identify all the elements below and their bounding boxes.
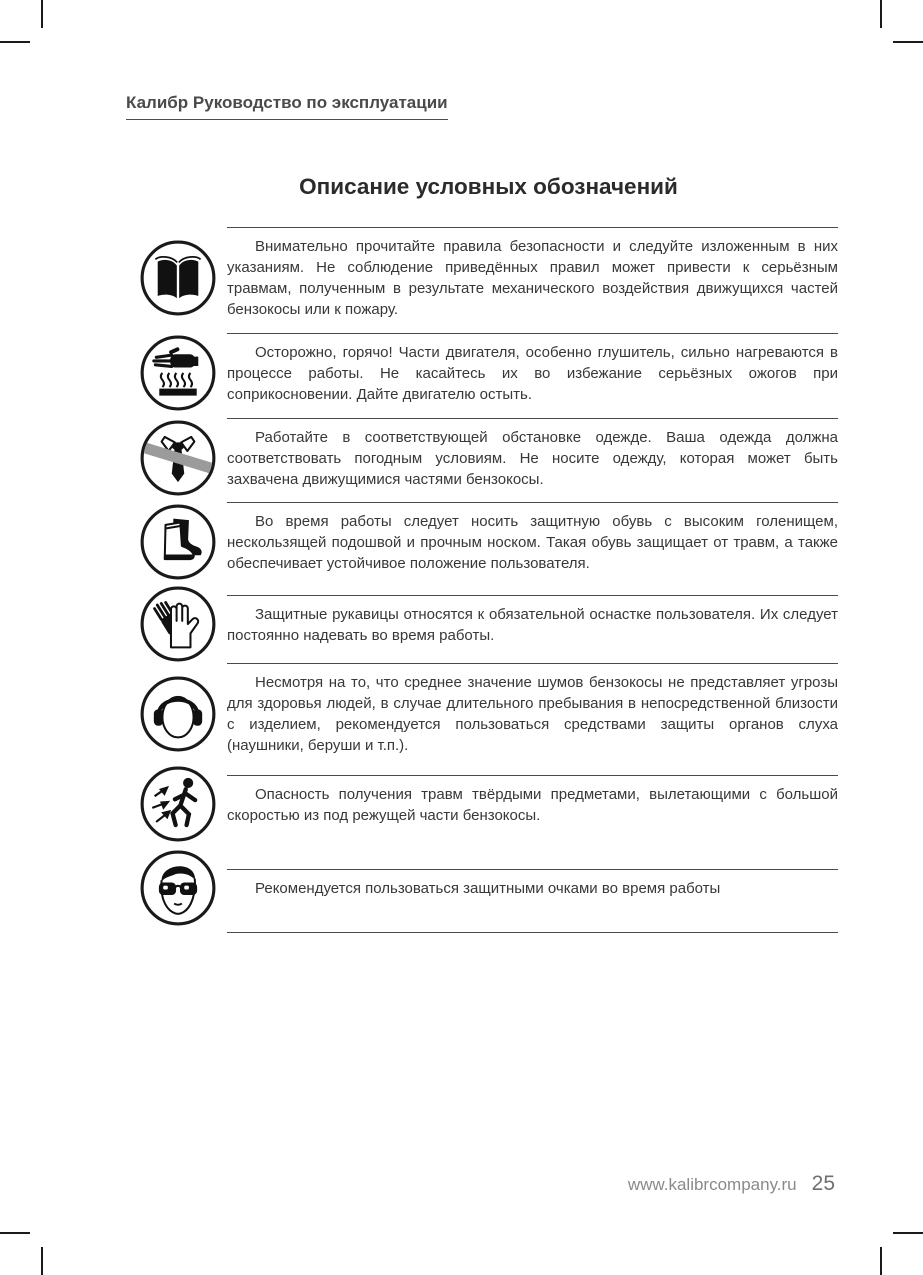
symbol-description: Внимательно прочитайте правила безопасности и следуйте изложенным в них указаниям. Не соблюдение приведённых правил может привести к серьёзным травмам, полученным в результате механического воздействия движущихся частей бензокосы или к пожару. bbox=[227, 227, 838, 328]
symbol-row bbox=[139, 663, 838, 764]
symbol-description: Осторожно, горячо! Части двигателя, особенно глушитель, сильно нагреваются в процессе работы. Не касайтесь их во избежание серьёзных ожогов при соприкосновении. Дайте двигателю остыть. bbox=[227, 333, 838, 413]
crop-mark bbox=[41, 0, 43, 28]
crop-mark bbox=[880, 1247, 882, 1275]
website-url: www.kalibrcompany.ru bbox=[627, 1175, 797, 1194]
symbol-row bbox=[139, 764, 838, 844]
symbol-row bbox=[139, 227, 838, 328]
document-header: Калибр Руководство по эксплуатации bbox=[126, 93, 448, 120]
symbol-row bbox=[139, 844, 838, 932]
crop-mark bbox=[0, 1232, 30, 1234]
symbol-description: Работайте в соответствующей обстановке одежде. Ваша одежда должна соответствовать погодным условиям. Не носите одежду, которая может быть захвачена движущимися частями бензокосы. bbox=[227, 418, 838, 498]
symbol-table bbox=[139, 227, 838, 933]
open-book-icon bbox=[139, 239, 227, 317]
protective-gloves-icon bbox=[139, 585, 227, 663]
page-title: Описание условных обозначений bbox=[299, 174, 678, 199]
crop-mark bbox=[893, 1232, 923, 1234]
symbol-description: Во время работы следует носить защитную обувь с высоким голенищем, нескользящей подошвой и прочным носком. Такая обувь защищает от травм, а также обеспечивает устойчивое положение пользователя. bbox=[227, 502, 838, 582]
crop-mark bbox=[880, 0, 882, 28]
symbol-description: Защитные рукавицы относятся к обязательной оснастке пользователя. Их следует постоянно надевать во время работы. bbox=[227, 595, 838, 654]
symbol-description: Рекомендуется пользоваться защитными очками во время работы bbox=[227, 869, 838, 907]
symbol-row bbox=[139, 585, 838, 663]
flying-debris-icon bbox=[139, 765, 227, 843]
symbol-description: Несмотря на то, что среднее значение шумов бензокосы не представляет угрозы для здоровья людей, в случае длительного пребывания в непосредственной близости с изделием, рекомендуется пользоваться средствами защиты органов слуха (наушники, беруши и т.п.). bbox=[227, 663, 838, 764]
hot-surface-icon bbox=[139, 334, 227, 412]
symbol-row bbox=[139, 498, 838, 585]
protective-boots-icon bbox=[139, 503, 227, 581]
crop-mark bbox=[0, 41, 30, 43]
table-end-divider bbox=[227, 932, 838, 933]
symbol-row bbox=[139, 328, 838, 417]
safety-glasses-icon bbox=[139, 849, 227, 927]
crop-mark bbox=[41, 1247, 43, 1275]
page-number: 25 bbox=[811, 1172, 835, 1195]
page-footer bbox=[628, 1172, 835, 1196]
ear-protection-icon bbox=[139, 675, 227, 753]
symbol-description: Опасность получения травм твёрдыми предметами, вылетающими с большой скоростью из под режущей части бензокосы. bbox=[227, 775, 838, 834]
symbol-row bbox=[139, 417, 838, 498]
crop-mark bbox=[893, 41, 923, 43]
no-tie-icon bbox=[139, 419, 227, 497]
